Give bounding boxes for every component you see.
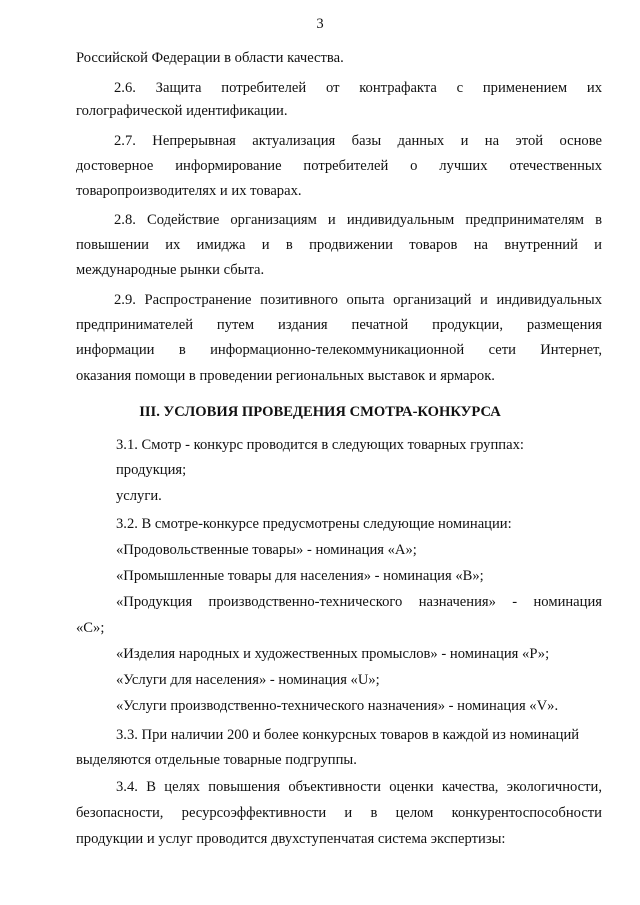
text-line: предпринимателей путем издания печатной продукции, размещения bbox=[76, 317, 602, 333]
text-line: выделяются отдельные товарные подгруппы. bbox=[76, 752, 357, 768]
text-line: 2.6. Защита потребителей от контрафакта с применением их bbox=[114, 80, 602, 96]
text-line: «Продовольственные товары» - номинация «А»; bbox=[116, 542, 417, 558]
text-line: 3.4. В целях повышения объективности оценки качества, экологичности, bbox=[116, 779, 602, 795]
text-line: 2.8. Содействие организациям и индивидуальным предпринимателям в bbox=[114, 212, 602, 228]
text-line: 2.9. Распространение позитивного опыта организаций и индивидуальных bbox=[114, 292, 602, 308]
text-line: голографической идентификации. bbox=[76, 103, 288, 119]
text-line: услуги. bbox=[116, 488, 162, 504]
page-number: 3 bbox=[316, 16, 324, 32]
text-line: оказания помощи в проведении региональных выставок и ярмарок. bbox=[76, 368, 495, 384]
text-line: 3.2. В смотре-конкурсе предусмотрены следующие номинации: bbox=[116, 516, 512, 532]
text-line: безопасности, ресурсоэффективности и в целом конкурентоспособности bbox=[76, 805, 602, 821]
text-line: Российской Федерации в области качества. bbox=[76, 50, 344, 66]
text-line: товаропроизводителях и их товарах. bbox=[76, 183, 302, 199]
text-line: 3.3. При наличии 200 и более конкурсных товаров в каждой из номинаций bbox=[116, 727, 580, 743]
text-line: «Продукция производственно-технического назначения» - номинация bbox=[116, 594, 602, 610]
text-line: продукция; bbox=[116, 462, 187, 478]
text-line: международные рынки сбыта. bbox=[76, 262, 265, 278]
text-line: достоверное информирование потребителей о лучших отечественных bbox=[76, 158, 602, 174]
text-line: продукции и услуг проводится двухступенчатая система экспертизы: bbox=[76, 831, 506, 847]
text-line: 3.1. Смотр - конкурс проводится в следующих товарных группах: bbox=[116, 437, 524, 453]
section-heading: III. УСЛОВИЯ ПРОВЕДЕНИЯ СМОТРА-КОНКУРСА bbox=[139, 404, 501, 420]
text-line: 2.7. Непрерывная актуализация базы данных и на этой основе bbox=[114, 133, 602, 149]
text-line: «Изделия народных и художественных промыслов» - номинация «Р»; bbox=[116, 646, 550, 662]
text-line: «Услуги для населения» - номинация «U»; bbox=[116, 672, 380, 688]
text-line: «С»; bbox=[76, 620, 105, 636]
text-line: информации в информационно-телекоммуникационной сети Интернет, bbox=[76, 342, 602, 358]
text-line: «Промышленные товары для населения» - номинация «В»; bbox=[116, 568, 484, 584]
text-line: «Услуги производственно-технического назначения» - номинация «V». bbox=[116, 698, 559, 714]
text-line: повышении их имиджа и в продвижении товаров на внутренний и bbox=[76, 237, 602, 253]
